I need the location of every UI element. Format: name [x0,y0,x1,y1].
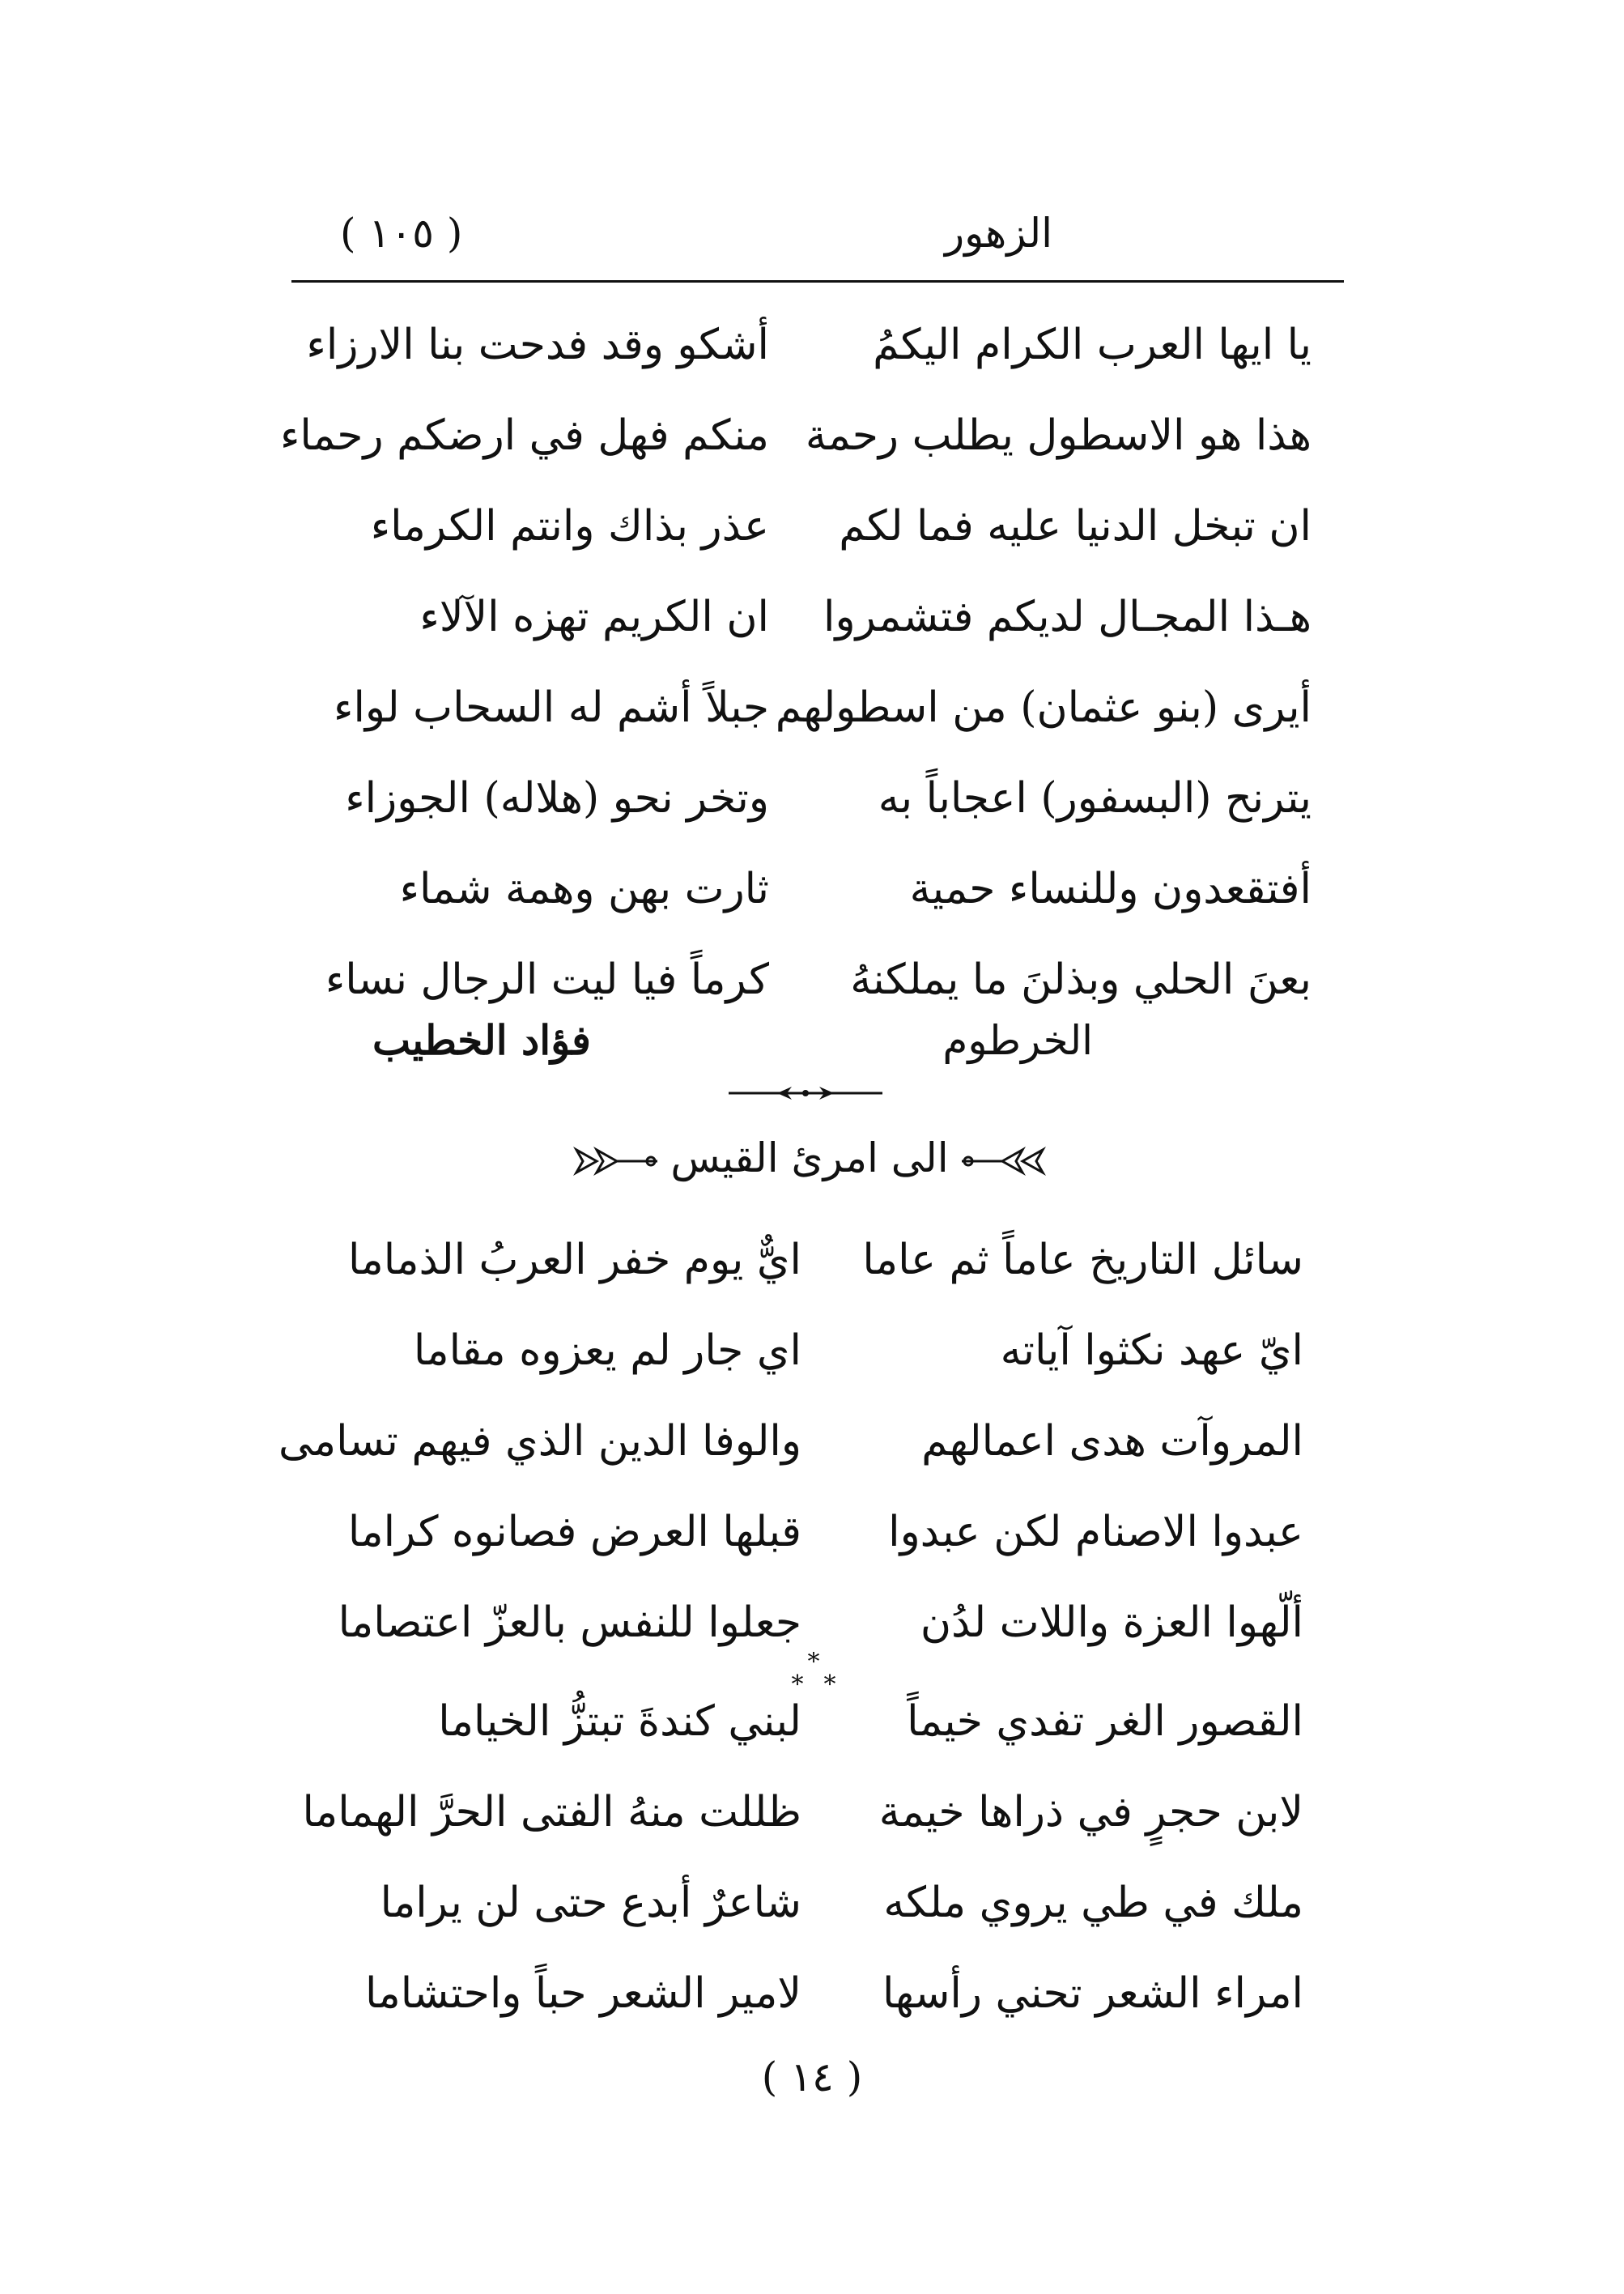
verse-second-hemistich: قبلها العرض فصانوه كراما [347,1508,801,1556]
verse-first-hemistich: أفتقعدون وللنساء حمية [909,865,1312,913]
verse-first-hemistich: عبدوا الاصنام لكن عبدوا [888,1508,1303,1556]
verse-first-hemistich: بعنَ الحلي وبذلنَ ما يملكنهُ [850,955,1312,1004]
verse-second-hemistich: جعلوا للنفس بالعزّ اعتصاما [338,1598,801,1647]
verse [316,844,1312,934]
verse [302,1767,1303,1858]
verse [306,300,1312,390]
signature-place: الخرطوم [942,1017,1093,1064]
verse-second-hemistich: لبني كندةَ تبتزُّ الخياما [438,1697,801,1746]
verse-first-hemistich: هذا هو الاسطول يطلب رحمة [805,411,1312,460]
header-rule [291,280,1344,283]
ornament-left-icon [962,1145,1059,1177]
page-number: ( ١٠٥ ) [340,210,463,257]
verse-second-hemistich: ظللت منهُ الفتى الحرَّ الهماما [302,1788,801,1836]
verse-second-hemistich: اي جار لم يعزوه مقاما [413,1326,801,1375]
verse [348,1215,1303,1305]
poem-signature [348,1000,1303,1081]
verse-second-hemistich: شاعرٌ أبدع حتى لن يراما [380,1879,801,1927]
verse-second-hemistich: جبلاً أشم له السحاب لواء [334,683,769,732]
verse-first-hemistich: ملك في طي يروي ملكه [883,1879,1303,1927]
verse-second-hemistich: عذر بذاك وانتم الكرماء [370,502,769,551]
verse-first-hemistich: ايّ عهد نكثوا آياته [1000,1326,1303,1375]
verse-second-hemistich: منكم فهل في ارضكم رحماء [279,411,769,460]
verse-second-hemistich: أشكو وقد فدحت بنا الارزاء [306,321,769,369]
svg-text:*: * [823,1670,836,1699]
poem-second-continued [302,1676,1303,2039]
verse-second-hemistich: ان الكريم تهزه الآلاء [419,593,769,641]
verse-first-hemistich: القصور الغر تفدي خيماً [907,1697,1303,1746]
verse-first-hemistich: ان تبخل الدنيا عليه فما لكم [839,502,1312,551]
verse [278,1396,1303,1487]
verse-first-hemistich: يترنح (البسفور) اعجاباً به [878,774,1312,823]
verse-second-hemistich: ايٌّ يوم خفر العربُ الذماما [348,1236,801,1284]
signature-author: فؤاد الخطيب [372,1016,591,1064]
section-title-text: الى امرئ القيس [670,1134,949,1181]
section-divider-ornament [721,1081,891,1105]
verse [348,1676,1303,1767]
ornament-right-icon [560,1145,657,1177]
verse-first-hemistich: لابن حجرٍ في ذراها خيمة [878,1788,1303,1836]
verse [316,753,1312,844]
verse-second-hemistich: لامير الشعر حباً واحتشاما [365,1969,801,2018]
running-title: الزهور [944,210,1052,257]
verse-first-hemistich: يا ايها العرب الكرام اليكمُ [873,321,1312,369]
verse-second-hemistich: ثارت بهن وهمة شماء [399,865,769,913]
verse-first-hemistich: سائل التاريخ عاماً ثم عاما [862,1236,1303,1284]
verse [316,572,1312,662]
poem-second [278,1215,1303,1668]
verse [348,1948,1303,2039]
verse [348,1858,1303,1948]
verse-first-hemistich: أيرى (بنو عثمان) من اسطولهم [775,683,1312,732]
verse-first-hemistich: ألّهوا العزة واللات لدُن [920,1598,1303,1647]
svg-text:*: * [791,1670,804,1699]
verse [348,1487,1303,1577]
verse-second-hemistich: كرماً فيا ليت الرجال نساء [325,955,769,1004]
section-title [486,1117,1133,1198]
verse-first-hemistich: المروآت هدى اعمالهم [921,1417,1303,1466]
verse [348,1305,1303,1396]
verse-first-hemistich: هـذا المجـال لديكم فتشمروا [823,593,1312,641]
verse [316,662,1312,753]
verse-second-hemistich: والوفا الدين الذي فيهم تسامى [278,1417,801,1466]
svg-text:*: * [807,1652,820,1676]
verse-first-hemistich: امراء الشعر تحني رأسها [882,1969,1303,2018]
verse [279,390,1312,481]
poem-first [279,300,1312,1025]
page-header [291,193,1344,274]
verse [316,481,1312,572]
verse-second-hemistich: وتخر نحو (هلاله) الجوزاء [345,774,769,823]
signature-mark: ( ١٤ ) [761,2054,863,2100]
